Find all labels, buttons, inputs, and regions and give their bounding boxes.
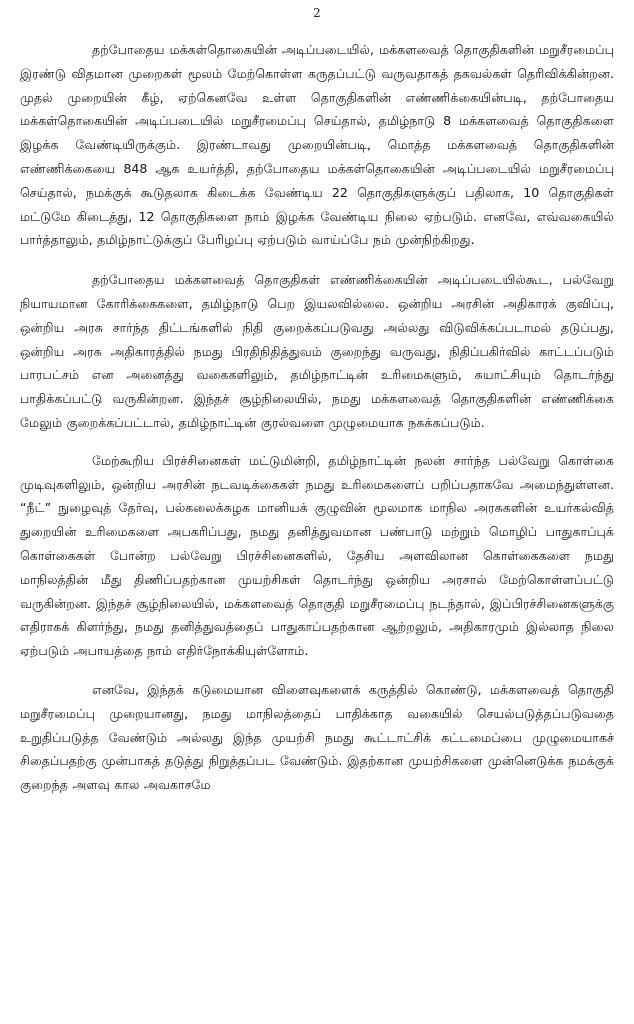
- document-body: [20, 38, 614, 813]
- paragraph-3: மேற்கூறிய பிரச்சினைகள் மட்டுமின்றி, தமிழ்நாட்டின் நலன் சார்ந்த பல்வேறு கொள்கை முடிவுகளிலும், ஒன்றிய அரசின் நடவடிக்கைகள் நமது உரிமைகளைப் பறிப்பதாகவே அமைந்துள்ளன. “நீட்” நுழைவுத் தேர்வு, பல்கலைக்கழக மானியக் குழுவின் மூலமாக மாநில அரசுகளின் உயர்கல்வித் துறையின் உரிமைகளை அபகரிப்பது, நமது தனித்துவமான பண்பாடு மற்றும் மொழிப் பாதுகாப்புக் கொள்கைகள் போன்ற பல்வேறு பிரச்சினைகளில், தேசிய அளவிலான கொள்கைகளை நமது மாநிலத்தின் மீது திணிப்பதற்கான முயற்சிகள் தொடர்ந்து ஒன்றிய அரசால் மேற்கொள்ளப்பட்டு வருகின்றன. இந்தச் சூழ்நிலையில், மக்களவைத் தொகுதி மறுசீரமைப்பு நடந்தால், இப்பிரச்சினைகளுக்கு எதிராகக் கிளர்ந்து, நமது தனித்துவத்தைப் பாதுகாப்பதற்கான ஆற்றலும், அதிகாரமும் இல்லாத நிலை ஏற்படும் அபாயத்தை நாம் எதிர்நோக்கியுள்ளோம்.: [20, 452, 614, 659]
- paragraph-4: எனவே, இந்தக் கடுமையான விளைவுகளைக் கருத்தில் கொண்டு, மக்களவைத் தொகுதி மறுசீரமைப்பு முறையானது, நமது மாநிலத்தைப் பாதிக்காத வகையில் செயல்படுத்தப்படுவதை உறுதிப்படுத்த வேண்டும் அல்லது இந்த முயற்சி நமது கூட்டாட்சிக் கட்டமைப்பை முழுமையாகச் சிதைப்பதற்கு முன்பாகத் தடுத்து நிறுத்தப்பட வேண்டும். இதற்கான முயற்சிகளை முன்னெடுக்க நமக்குக் குறைந்த அளவு கால அவகாசமே: [20, 681, 614, 793]
- paragraph-1: தற்போதைய மக்கள்தொகையின் அடிப்படையில், மக்களவைத் தொகுதிகளின் மறுசீரமைப்பு இரண்டு விதமான முறைகள் மூலம் மேற்கொள்ள கருதப்பட்டு வருவதாகத் தகவல்கள் தெரிவிக்கின்றன. முதல் முறையின் கீழ், ஏற்கெனவே உள்ள தொகுதிகளின் எண்ணிக்கையின்படி, தற்போதைய மக்கள்தொகையின் அடிப்படையில் மறுசீரமைப்பு செய்தால், தமிழ்நாடு 8 மக்களவைத் தொகுதிகளை இழக்க வேண்டியிருக்கும். இரண்டாவது முறையின்படி, மொத்த மக்களவைத் தொகுதிகளின் எண்ணிக்கையை 848 ஆக உயர்த்தி, தற்போதைய மக்கள்தொகையின் அடிப்படையில் மறுசீரமைப்பு செய்தால், நமக்குக் கூடுதலாக கிடைக்க வேண்டிய 22 தொகுதிகளுக்குப் பதிலாக, 10 தொகுதிகள் மட்டுமே கிடைத்து, 12 தொகுதிகளை நாம் இழக்க வேண்டிய நிலை ஏற்படும். எனவே, எவ்வகையில் பார்த்தாலும், தமிழ்நாட்டுக்குப் பேரிழப்பு ஏற்படும் வாய்ப்பே நம் முன்நிற்கிறது.: [20, 42, 614, 248]
- paragraph-2: தற்போதைய மக்களவைத் தொகுதிகள் எண்ணிக்கையின் அடிப்படையில்கூட, பல்வேறு நியாயமான கோரிக்கைகளை, தமிழ்நாடு பெற இயலவில்லை. ஒன்றிய அரசின் அதிகாரக் குவிப்பு, ஒன்றிய அரசு சார்ந்த திட்டங்களில் நிதி குறைக்கப்படுவது அல்லது விடுவிக்கப்படாமல் தடுப்பது, ஒன்றிய அரசு அதிகாரத்தில் நமது பிரதிநிதித்துவம் குறைந்து வருவது, நிதிப்பகிர்வில் காட்டப்படும் பாரபட்சம் என அனைத்து வகைகளிலும், தமிழ்நாட்டின் உரிமைகளும், சுயாட்சியும் தொடர்ந்து பாதிக்கப்பட்டு வருகின்றன. இந்தச் சூழ்நிலையில், நமது மக்களவைத் தொகுதிகளின் எண்ணிக்கை மேலும் குறைக்கப்பட்டால், தமிழ்நாட்டின் குரல்வளை முழுமையாக நசுக்கப்படும்.: [20, 272, 614, 430]
- page-number: 2: [313, 6, 321, 20]
